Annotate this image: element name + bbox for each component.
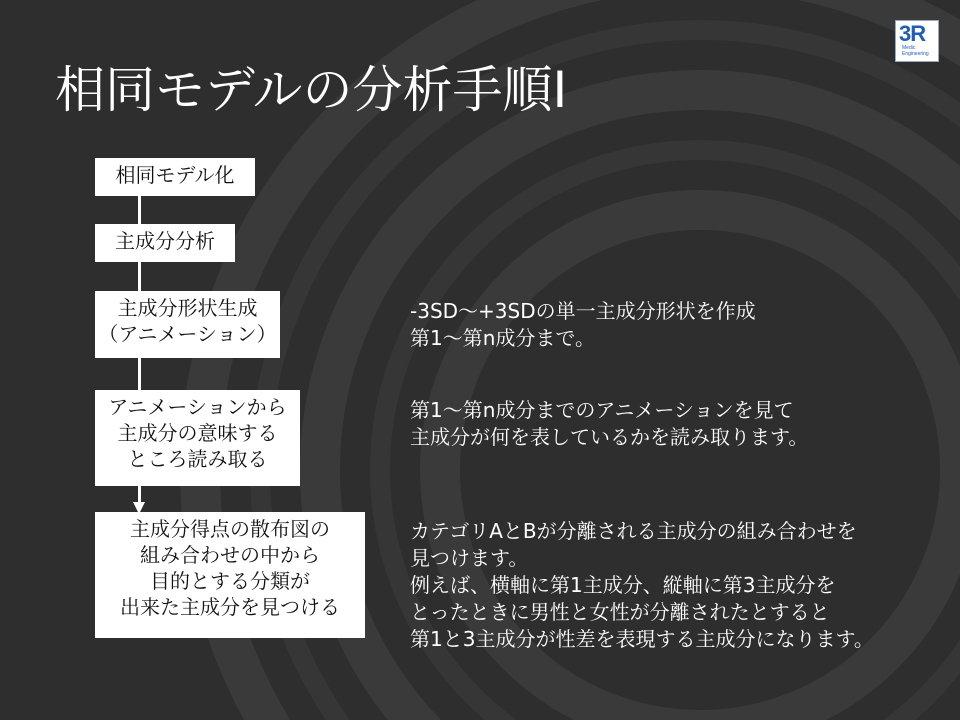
description-text: -3SD〜+3SDの単一主成分形状を作成 bbox=[410, 299, 756, 323]
logo-subtitle-line: Engineering bbox=[902, 51, 929, 57]
flow-step-modeling bbox=[95, 158, 255, 196]
step-text: （アニメーション） bbox=[98, 322, 277, 346]
description-text: 見つけます。 bbox=[410, 546, 529, 570]
description-text: 第1と3主成分が性差を表現する主成分になります。 bbox=[410, 627, 874, 651]
flow-step-interpretation bbox=[95, 390, 300, 486]
step-text: 主成分形状生成 bbox=[117, 296, 258, 320]
step-text: 出来た主成分を見つける bbox=[120, 595, 340, 619]
step-text: ところ読み取る bbox=[127, 447, 268, 471]
description-interpretation bbox=[410, 397, 808, 451]
description-text: 第1〜第n成分までのアニメーションを見て bbox=[410, 398, 794, 422]
step-text: 目的とする分類が bbox=[150, 569, 310, 593]
step-text: アニメーションから bbox=[108, 395, 287, 419]
description-text: 例えば、横軸に第1主成分、縦軸に第3主成分を bbox=[410, 573, 836, 597]
description-text: 主成分が何を表しているかを読み取ります。 bbox=[410, 425, 809, 449]
logo-subtitle bbox=[902, 45, 929, 57]
company-logo bbox=[895, 20, 939, 62]
logo-mark: 3R bbox=[899, 21, 926, 46]
step-text: 相同モデル化 bbox=[115, 163, 235, 187]
description-text: カテゴリAとBが分離される主成分の組み合わせを bbox=[410, 519, 857, 543]
flow-step-pca bbox=[95, 224, 235, 262]
slide-title: 相同モデルの分析手順Ⅰ bbox=[55, 61, 568, 119]
step-text: 主成分分析 bbox=[115, 229, 215, 253]
step-text: 主成分得点の散布図の bbox=[130, 517, 330, 541]
description-shape-generation bbox=[410, 298, 756, 352]
step-text: 主成分の意味する bbox=[117, 421, 278, 445]
logo-subtitle-line: Medic bbox=[902, 45, 916, 51]
description-classification bbox=[410, 518, 874, 653]
flow-step-scatter-classification bbox=[95, 512, 365, 638]
step-text: 組み合わせの中から bbox=[140, 543, 320, 567]
flow-step-shape-generation bbox=[95, 291, 280, 358]
description-text: 第1〜第n成分まで。 bbox=[410, 326, 596, 350]
description-text: とったときに男性と女性が分離されたとすると bbox=[410, 600, 830, 624]
